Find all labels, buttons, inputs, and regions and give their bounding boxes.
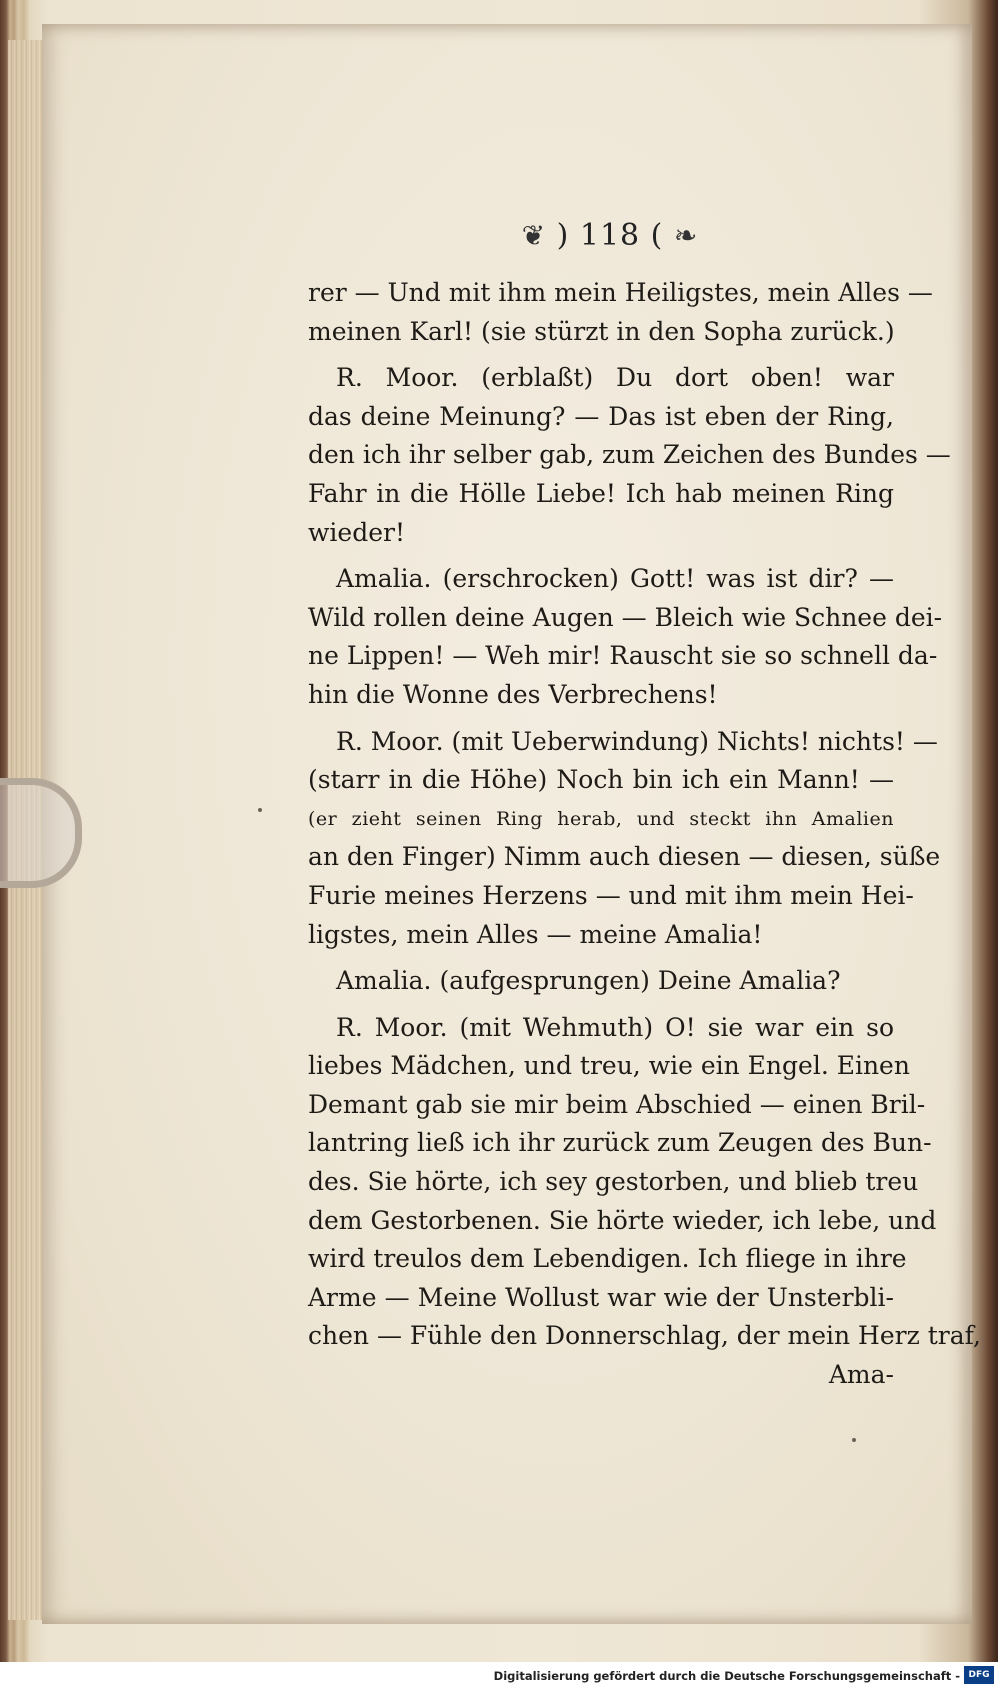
footer-credit: Digitalisierung gefördert durch die Deutsche Forschungsgemeinschaft - <box>493 1669 960 1683</box>
text-line: liebes Mädchen, und treu, wie ein Engel. Einen <box>308 1051 910 1081</box>
text-line: Furie meines Herzens — und mit ihm mein Hei- <box>308 880 914 910</box>
text-line: den ich ihr selber gab, zum Zeichen des Bundes — <box>308 440 951 470</box>
text-line: meinen Karl! (sie stürzt in den Sopha zurück.) <box>308 316 895 346</box>
text-line: Wild rollen deine Augen — Bleich wie Schnee dei- <box>308 602 943 632</box>
text-line: wird treulos dem Lebendigen. Ich fliege in ihre <box>308 1244 907 1274</box>
text-line: ne Lippen! — Weh mir! Rauscht sie so schnell da- <box>308 641 938 671</box>
speaker-line: R. Moor. (mit Wehmuth) O! sie war ein so <box>336 1012 894 1042</box>
text-line: chen — Fühle den Donnerschlag, der mein Herz traf, <box>308 1321 981 1351</box>
fleuron-left-icon: ❦ <box>521 219 547 252</box>
speaker-line: Amalia. (aufgesprungen) Deine Amalia? <box>336 966 841 996</box>
text-line: des. Sie hörte, ich sey gestorben, und blieb treu <box>308 1167 919 1197</box>
text-line: Demant gab sie mir beim Abschied — einen Bril- <box>308 1089 926 1119</box>
speaker-line: R. Moor. (erblaßt) Du dort oben! war <box>336 363 894 393</box>
text-line: rer — Und mit ihm mein Heiligstes, mein Alles — <box>308 278 933 307</box>
text-line: an den Finger) Nimm auch diesen — diesen, süße <box>308 842 941 872</box>
catchword: Ama- <box>828 1360 894 1390</box>
text-line: wieder! <box>308 517 405 547</box>
stage-direction-line: (er zieht seinen Ring herab, und steckt ihn Amalien <box>308 807 894 830</box>
text-line: ligstes, mein Alles — meine Amalia! <box>308 919 763 949</box>
text-line: hin die Wonne des Verbrechens! <box>308 679 718 709</box>
text-line: dem Gestorbenen. Sie hörte wieder, ich lebe, und <box>308 1205 937 1235</box>
page-number: ) 118 ( <box>556 218 664 253</box>
fleuron-right-icon: ❧ <box>673 219 699 252</box>
page-header <box>480 218 740 262</box>
paper-speck <box>852 1438 856 1442</box>
speaker-line: Amalia. (erschrocken) Gott! was ist dir? — <box>336 564 894 594</box>
text-line: lantring ließ ich ihr zurück zum Zeugen des Bun- <box>308 1128 932 1158</box>
text-line: Fahr in die Hölle Liebe! Ich hab meinen Ring <box>308 478 894 508</box>
text-line: Arme — Meine Wollust war wie der Unsterbli- <box>308 1282 894 1312</box>
text-line: (starr in die Höhe) Noch bin ich ein Mann! — <box>308 765 894 795</box>
text-line: das deine Meinung? — Das ist eben der Ring, <box>308 401 894 431</box>
speaker-line: R. Moor. (mit Ueberwindung) Nichts! nichts! — <box>336 726 938 756</box>
paper-speck <box>258 808 262 812</box>
dfg-logo-icon: DFG <box>964 1666 994 1684</box>
page-body-text <box>308 274 981 1395</box>
